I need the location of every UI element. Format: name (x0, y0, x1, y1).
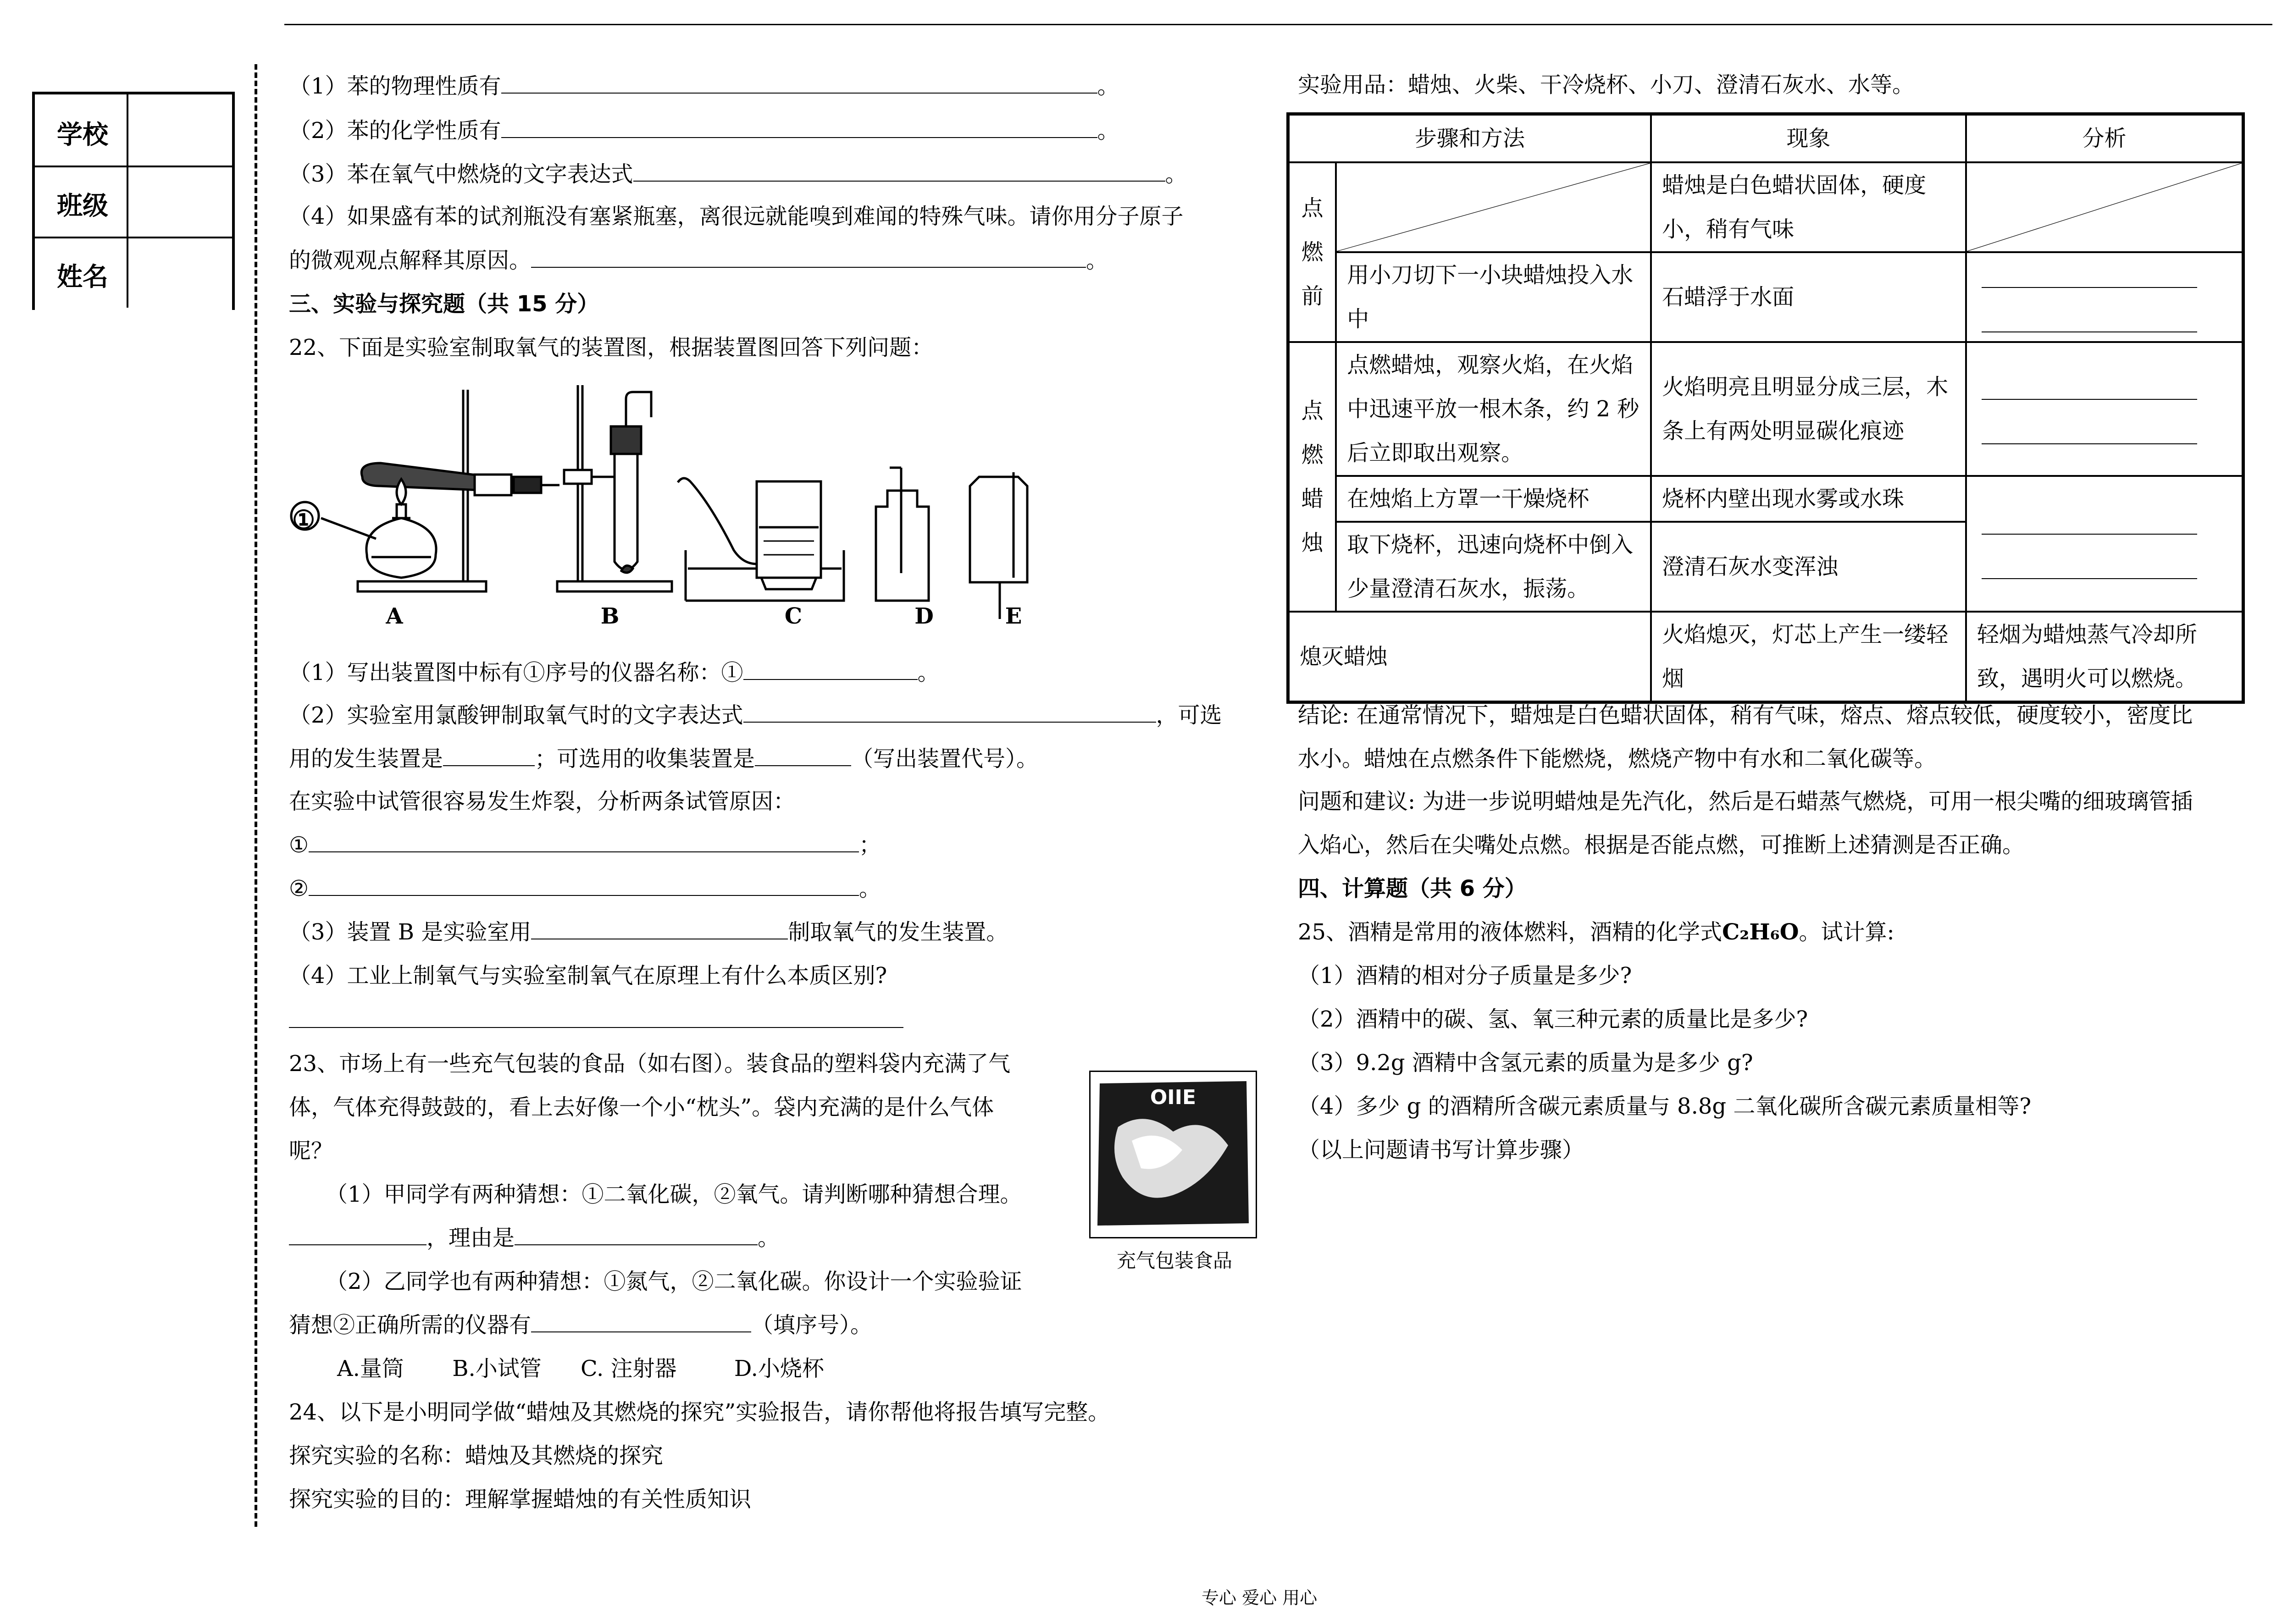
reason-1: ① ； (289, 832, 881, 858)
r6-analysis: 轻烟为蜡烛蒸气冷却所致，遇明火可以燃烧。 (1966, 612, 2243, 702)
q22-4-answer-line (289, 1027, 903, 1028)
q21-4a: （4）如果盛有苯的试剂瓶没有塞紧瓶塞，离很远就能嗅到难闻的特殊气味。请你用分子原子 (289, 204, 1184, 229)
r2-phenomenon: 石蜡浮于水面 (1651, 252, 1966, 342)
q22-title: 22、下面是实验室制取氧气的装置图，根据装置图回答下列问题： (289, 335, 934, 360)
q21-4b: 的微观观点解释其原因。 。 (289, 248, 1108, 273)
photo-caption: 充气包装食品 (1117, 1249, 1233, 1272)
section-4-title: 四、计算题（共 6 分） (1298, 876, 1527, 901)
q25-1: （1）酒精的相对分子质量是多少? (1298, 963, 1632, 989)
school-label: 学校 (57, 120, 108, 150)
suggestion-2: 入焰心，然后在尖嘴处点燃。根据是否能点燃，可推断上述猜测是否正确。 (1298, 832, 2025, 858)
header-phenomenon: 现象 (1651, 114, 1966, 163)
q25-5: （以上问题请书写计算步骤） (1298, 1137, 1584, 1163)
r3-phenomenon: 火焰明亮且明显分成三层，木条上有两处明显碳化痕迹 (1651, 342, 1966, 476)
q22-1: （1）写出装置图中标有①序号的仪器名称：① 。 (289, 660, 940, 685)
r5-phenomenon: 澄清石灰水变浑浊 (1651, 522, 1966, 612)
r4-step: 在烛焰上方罩一干燥烧杯 (1336, 476, 1651, 522)
conclusion-2: 水小。蜡烛在点燃条件下能燃烧，燃烧产物中有水和二氧化碳等。 (1298, 746, 1937, 772)
r6-step: 熄灭蜡烛 (1288, 612, 1651, 702)
diag-cell-step (1336, 162, 1651, 252)
apparatus-diagram (284, 381, 1091, 637)
svg-text:OIIE: OIIE (1150, 1086, 1196, 1109)
r5-step: 取下烧杯，迅速向烧杯中倒入少量澄清石灰水，振荡。 (1336, 522, 1651, 612)
suggestion-1: 问题和建议: 为进一步说明蜡烛是先汽化，然后是石蜡蒸气燃烧，可用一根尖嘴的细玻璃管插 (1298, 789, 2193, 814)
formula: C₂H₆O (1722, 919, 1799, 945)
r4-phenomenon: 烧杯内壁出现水雾或水珠 (1651, 476, 1966, 522)
name-row (35, 237, 232, 308)
supplies: 实验用品：蜡烛、火柴、干冷烧杯、小刀、澄清石灰水、水等。 (1298, 72, 1915, 98)
class-label: 班级 (57, 191, 108, 221)
q22-4: （4）工业上制氧气与实验室制氧气在原理上有什么本质区别? (289, 963, 887, 989)
header-step: 步骤和方法 (1288, 114, 1651, 163)
r2-analysis-blank (1966, 252, 2243, 342)
q24-goal: 探究实验的目的：理解掌握蜡烛的有关性质知识 (289, 1486, 752, 1512)
q23-c: 呢？ (289, 1138, 333, 1164)
binding-line (255, 64, 257, 1527)
top-rule (284, 24, 2272, 25)
q22-3: （3）装置 B 是实验室用 制取氧气的发生装置。 (289, 919, 1008, 945)
label-C: C (784, 603, 803, 629)
q21-2: （2）苯的化学性质有 。 (289, 118, 1119, 144)
q25-4: （4）多少 g 的酒精所含碳元素质量与 8.8g 二氧化碳所含碳元素质量相等? (1298, 1094, 2032, 1119)
q25: 25、酒精是常用的液体燃料，酒精的化学式C₂H₆O。试计算: (1298, 919, 1894, 945)
q23-options (337, 1355, 824, 1382)
student-info-box (32, 92, 235, 310)
food-package-photo (1089, 1071, 1257, 1238)
q23-1: （1）甲同学有两种猜想：①二氧化碳，②氧气。请判断哪种猜想合理。 (326, 1182, 1022, 1207)
group-lighting: 点燃蜡烛 (1288, 342, 1336, 612)
q23-a: 23、市场上有一些充气包装的食品（如右图）。装食品的塑料袋内充满了气 (289, 1051, 1011, 1077)
option-d: D.小烧杯 (734, 1356, 824, 1381)
experiment-table (1286, 112, 2245, 704)
q23-1b: ，理由是 。 (289, 1224, 780, 1252)
r3-analysis-blank (1966, 342, 2243, 476)
class-row (35, 166, 232, 238)
label-D: D (914, 603, 934, 629)
q21-1: （1）苯的物理性质有 。 (289, 73, 1119, 99)
page-footer: 专心 爱心 用心 (1202, 1588, 1318, 1608)
r45-analysis-blank (1966, 476, 2243, 612)
q22-2c: 在实验中试管很容易发生炸裂，分析两条试管原因： (289, 789, 796, 814)
r6-phenomenon: 火焰熄灭，灯芯上产生一缕轻烟 (1651, 612, 1966, 702)
label-E: E (1005, 603, 1022, 629)
q21-3: （3）苯在氧气中燃烧的文字表达式 。 (289, 161, 1187, 187)
q24-title: 24、以下是小明同学做“蜡烛及其燃烧的探究”实验报告，请你帮他将报告填写完整。 (289, 1399, 1110, 1425)
option-b: B.小试管 (452, 1356, 542, 1381)
circle-one-text: ① (292, 505, 316, 535)
header-analysis: 分析 (1966, 114, 2243, 163)
q25-3: （3）9.2g 酒精中含氢元素的质量为是多少 g? (1298, 1050, 1753, 1076)
r3-step: 点燃蜡烛，观察火焰，在火焰中迅速平放一根木条，约 2 秒后立即取出观察。 (1336, 342, 1651, 476)
r2-step: 用小刀切下一小块蜡烛投入水中 (1336, 252, 1651, 342)
school-row (35, 94, 232, 167)
q24-name: 探究实验的名称：蜡烛及其燃烧的探究 (289, 1443, 664, 1469)
q23-b: 体，气体充得鼓鼓的，看上去好像一个小“枕头”。袋内充满的是什么气体 (289, 1094, 994, 1120)
q22-2b: 用的发生装置是 ；可选用的收集装置是 （写出装置代号）。 (289, 746, 1039, 772)
label-A: A (386, 603, 403, 629)
q25-2: （2）酒精中的碳、氢、氧三种元素的质量比是多少? (1298, 1006, 1808, 1032)
q23-2b: 猜想②正确所需的仪器有 （填序号）。 (289, 1312, 873, 1338)
group-before-lighting: 点燃前 (1288, 162, 1336, 342)
r1-phenomenon: 蜡烛是白色蜡状固体，硬度小，稍有气味 (1651, 162, 1966, 252)
option-a: A.量筒 (337, 1356, 404, 1381)
q22-2a: （2）实验室用氯酸钾制取氧气时的文字表达式 ，可选 (289, 702, 1222, 728)
section-3-title: 三、实验与探究题（共 15 分） (289, 291, 599, 317)
label-B: B (600, 603, 620, 629)
conclusion-1: 结论: 在通常情况下，蜡烛是白色蜡状固体，稍有气味，熔点、熔点较低，硬度较小，密度比 (1298, 702, 2193, 728)
q23-2a: （2）乙同学也有两种猜想：①氮气，②二氧化碳。你设计一个实验验证 (326, 1269, 1022, 1294)
reason-2: ② 。 (289, 876, 881, 901)
name-label: 姓名 (57, 262, 108, 292)
option-c: C. 注射器 (581, 1356, 677, 1381)
diag-cell-analysis (1966, 162, 2243, 252)
